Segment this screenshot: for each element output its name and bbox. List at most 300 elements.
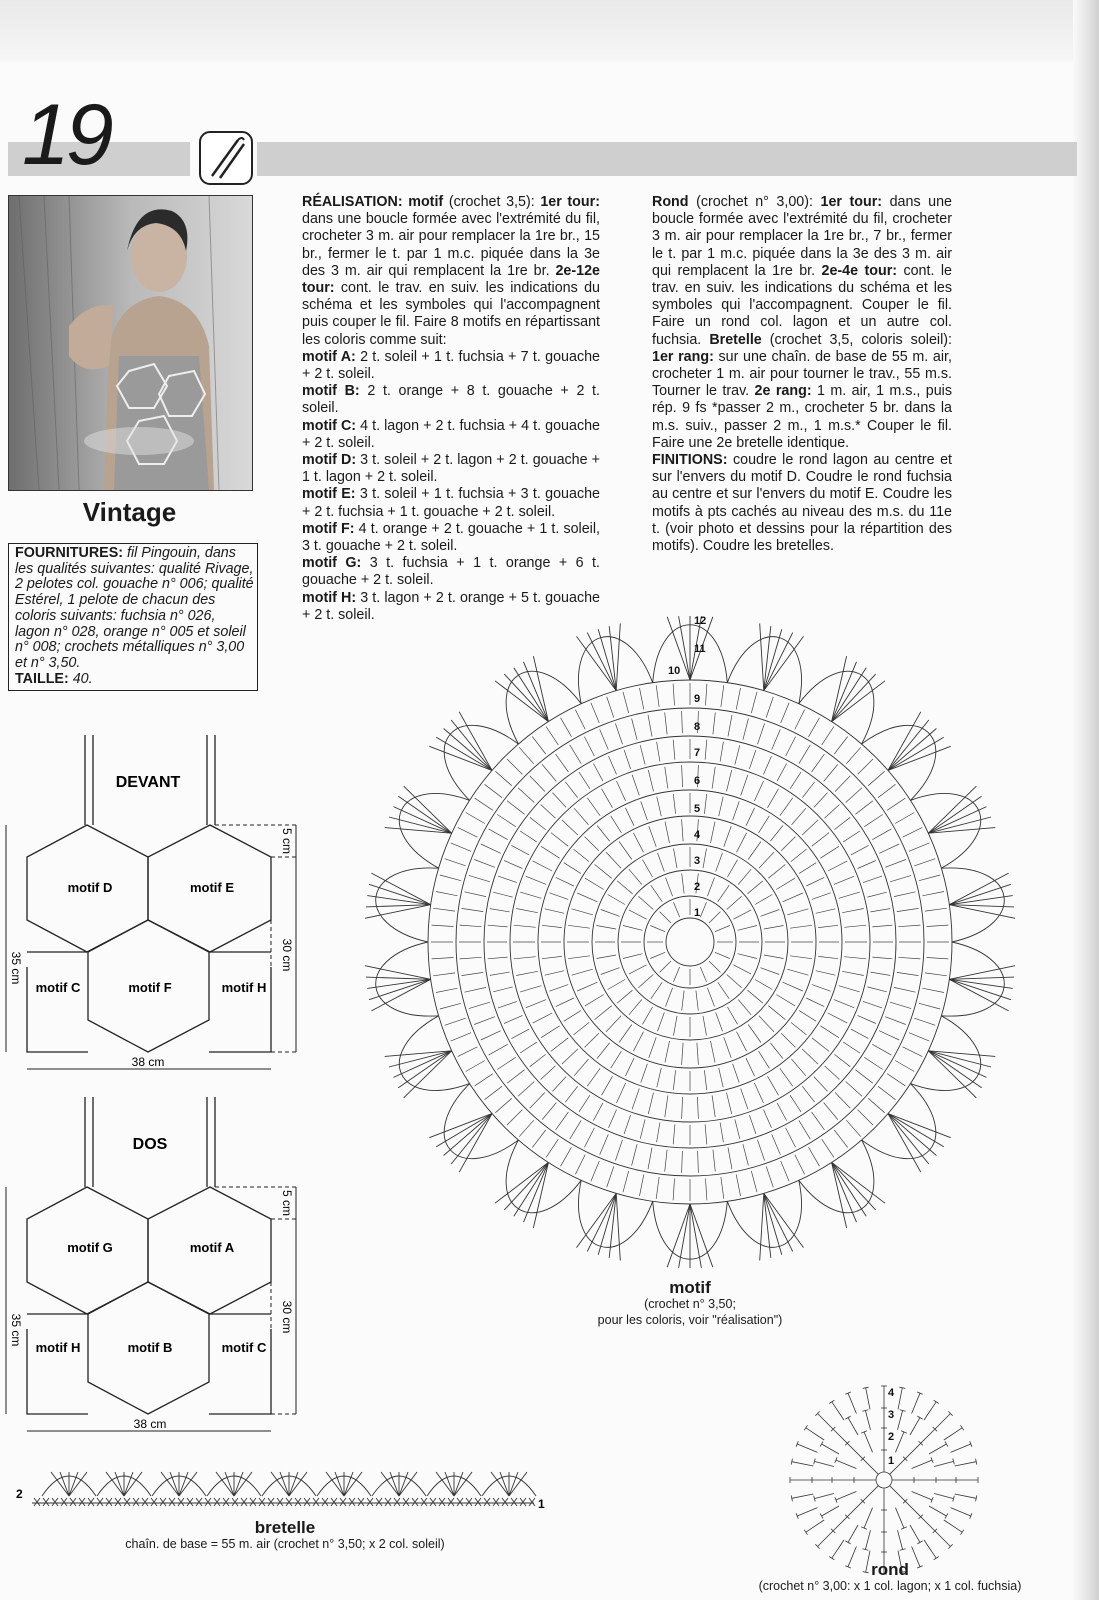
motif-stitch xyxy=(469,875,490,881)
motif-stitch xyxy=(790,925,812,928)
rond-stitch xyxy=(951,1444,971,1452)
motif-stitch xyxy=(721,1177,724,1199)
motif-stitch xyxy=(781,703,789,723)
motif-stitch xyxy=(619,1025,632,1043)
motif-stitch xyxy=(799,1011,816,1022)
motif-stitch xyxy=(754,1083,763,1103)
bretelle-sc-stitch xyxy=(286,1498,292,1506)
front-height-top: 5 cm xyxy=(280,827,294,855)
motif-stitch xyxy=(562,820,578,835)
rond-stitch xyxy=(910,1418,920,1435)
motif-stitch xyxy=(462,908,484,911)
motif-stitch xyxy=(632,1089,639,1110)
motif-stitch xyxy=(806,998,824,1007)
motif-stitch xyxy=(733,965,751,974)
motif-scallop-stitch xyxy=(369,979,431,999)
motif-stitch xyxy=(602,1076,613,1095)
motif-stitch xyxy=(751,692,757,713)
motif-round-number: 6 xyxy=(694,775,701,787)
bretelle-sc-stitch xyxy=(205,1498,211,1506)
bretelle-sc-stitch xyxy=(304,1498,310,1506)
motif-stitch xyxy=(623,954,642,959)
motif-stitch xyxy=(834,817,850,829)
motif-stitch xyxy=(868,771,885,786)
page-top-margin xyxy=(0,0,1099,62)
motif-stitch xyxy=(898,957,920,959)
motif-stitch xyxy=(549,985,568,992)
motif-round-number: 9 xyxy=(694,693,701,705)
motif-stitch xyxy=(700,967,706,982)
bretelle-sc-stitch xyxy=(43,1498,49,1506)
motif-stitch xyxy=(629,1000,642,1015)
rond-stitch xyxy=(924,1540,936,1558)
motif-stitch xyxy=(440,875,461,881)
motif-stitch xyxy=(609,1110,617,1128)
motif-stitch xyxy=(727,975,742,988)
motif-stitch xyxy=(433,908,455,911)
motif-scallop-stitch xyxy=(928,786,976,833)
motif-scallop-stitch xyxy=(888,1114,921,1173)
motif-colour-item: motif H: 3 t. lagon + 2 t. orange + 5 t. gouache + 2 t. soleil. xyxy=(302,589,600,623)
tour1-label: 1er tour: xyxy=(540,194,600,210)
motif-stitch xyxy=(871,909,891,912)
motif-stitch xyxy=(858,759,874,775)
rond-stitch xyxy=(848,1393,856,1413)
bretelle-caption xyxy=(80,1520,490,1552)
motif-stitch xyxy=(625,1058,634,1076)
motif-stitch xyxy=(568,925,590,928)
rond-stitch xyxy=(797,1508,817,1516)
motif-stitch xyxy=(584,737,594,757)
motif-stitch xyxy=(764,756,772,774)
motif-stitch xyxy=(606,1016,621,1032)
bretelle-sc-stitch xyxy=(403,1498,409,1506)
motif-stitch xyxy=(682,711,683,733)
motif-stitch xyxy=(728,1007,738,1024)
motif-stitch xyxy=(565,1086,577,1102)
motif-stitch xyxy=(887,798,905,810)
motif-stitch xyxy=(514,957,536,959)
bretelle-dc-stitch xyxy=(106,1472,124,1496)
motif-stitch xyxy=(490,972,510,975)
bretelle-dc-stitch xyxy=(124,1472,142,1496)
rond-caption-text: (crochet n° 3,00: x 1 col. lagon; x 1 col. fuchsia) xyxy=(758,1579,1022,1593)
bretelle-sc-stitch xyxy=(52,1498,58,1506)
motif-stitch xyxy=(553,1077,567,1092)
motif-stitch xyxy=(623,1171,629,1192)
motif-stitch xyxy=(593,764,603,782)
motif-scallop-stitch xyxy=(459,712,492,771)
bretelle-sc-stitch xyxy=(439,1498,445,1506)
motif-stitch xyxy=(764,1110,772,1128)
motif-stitch xyxy=(458,1047,478,1057)
motif-scallop xyxy=(862,725,936,800)
motif-stitch xyxy=(519,747,534,764)
motif-stitch xyxy=(542,956,562,958)
motif-scallop-stitch xyxy=(404,786,452,833)
motif-caption-line1: (crochet n° 3,50; xyxy=(644,1297,736,1311)
motif-stitch xyxy=(749,1115,756,1134)
rond-stitch xyxy=(848,1418,858,1435)
rang2-text: 1 m. air, 1 m.s., puis rép. 9 fs *passer 2 m., crocheter 5 br. dans la m.s. suiv., passer 2 m., 1 m.s.* Couper le fil. Faire une 2e bretelle identique. xyxy=(652,383,953,451)
tour2-text: cont. le trav. en suiv. les indications du schéma et les symboles qui l'accompagnent puis couper le fil. Faire 8 motifs en répartissant les coloris comme suit: xyxy=(302,280,600,348)
motif-stitch xyxy=(712,1095,715,1117)
motif-scallop-stitch xyxy=(949,979,1011,999)
rond-stitch-top xyxy=(961,1425,964,1430)
motif-stitch xyxy=(868,1098,885,1113)
rond-tour2-label: 2e-4e tour: xyxy=(821,262,898,279)
bretelle-sc-stitch xyxy=(421,1498,427,1506)
motif-stitch xyxy=(432,925,454,926)
rond-stitch xyxy=(806,1520,824,1532)
motif-stitch xyxy=(638,896,653,909)
motif-stitch xyxy=(698,1151,699,1173)
bretelle-sc-stitch xyxy=(97,1498,103,1506)
rond-stitch xyxy=(935,1414,951,1430)
motif-stitch xyxy=(593,1103,603,1121)
rang1-text: sur une chaîn. de base de 55 m. air, crocheter 1 m. air pour tourner le trav., 55 m.s. Tourner le trav. xyxy=(652,348,952,400)
motif-stitch xyxy=(460,925,482,927)
size-value: 40. xyxy=(72,670,93,687)
motif-stitch xyxy=(493,892,512,897)
bretelle-dc-stitch xyxy=(509,1472,527,1496)
motif-round-number: 8 xyxy=(694,721,701,733)
motif-stitch xyxy=(436,988,458,992)
motif-stitch xyxy=(781,837,795,851)
bretelle-dc-stitch xyxy=(491,1472,509,1496)
rond-stitch-top xyxy=(829,1557,834,1560)
motif-stitch xyxy=(887,1074,905,1086)
motif-round-number: 12 xyxy=(694,615,707,627)
rond-stitch xyxy=(864,1432,872,1452)
motif-stitch xyxy=(878,1086,896,1099)
bretelle-sc-stitch xyxy=(133,1498,139,1506)
motif-stitch xyxy=(746,808,755,826)
motif-scallop xyxy=(506,1140,581,1213)
motif-stitch xyxy=(768,1006,785,1020)
motif-stitch xyxy=(682,765,683,787)
rond-stitch xyxy=(863,1486,879,1502)
motif-scallop-stitch xyxy=(888,712,921,771)
motif-stitch xyxy=(526,876,546,884)
motif-stitch xyxy=(585,995,604,1006)
motif-stitch xyxy=(485,784,503,797)
motif-stitch xyxy=(795,1155,805,1175)
motif-stitch xyxy=(738,926,757,931)
motif-stitch xyxy=(786,737,796,757)
motif-stitch xyxy=(682,874,684,894)
tour2-label: 2e-12e tour: xyxy=(302,262,600,297)
motif-stitch xyxy=(460,957,482,959)
motif-scallop xyxy=(579,637,653,704)
motif-stitch xyxy=(641,801,648,820)
bretelle-stitches xyxy=(32,1472,536,1506)
motif-stitch xyxy=(574,808,588,825)
motif-stitch xyxy=(650,952,665,958)
motif-stitch xyxy=(533,1013,553,1023)
motif-stitch xyxy=(609,756,617,774)
rond-stitch-top xyxy=(829,1400,834,1403)
motif-stitch xyxy=(846,788,862,803)
supplies-label: FOURNITURES: xyxy=(15,545,124,561)
motif-stitch xyxy=(585,1033,599,1047)
rond-stitch xyxy=(898,1530,903,1549)
rond-stitch-top xyxy=(934,1557,939,1560)
motif-stitch xyxy=(802,1086,814,1102)
motif-stitch xyxy=(828,861,848,871)
bretelle-sc-stitch xyxy=(160,1498,166,1506)
motif-stitch xyxy=(802,1049,818,1064)
motif-scallop-stitch xyxy=(928,1051,981,1088)
motif-stitch xyxy=(651,982,662,999)
rond-stitch xyxy=(912,1393,920,1413)
bretelle-sc-stitch xyxy=(106,1498,112,1506)
motif-stitch xyxy=(736,688,740,710)
rond-round-number: 3 xyxy=(888,1409,895,1421)
motif-stitch xyxy=(897,972,919,975)
motif-stitch xyxy=(780,798,793,816)
supplies-text: fil Pingouin, dans les qualités suivantes: qualité Rivage, 2 pelotes col. gouache n° 006; qualité Estérel, 1 pelote de chacun des coloris suivants: fuchsia n° 026, lagon n° 028, orange n° 005 et soleil n° 008; crochets métalliques n° 3,00 et n° 3,50. xyxy=(15,545,254,671)
bretelle-sc-stitch xyxy=(430,1498,436,1506)
motif-stitch xyxy=(520,986,541,992)
motif-stitch xyxy=(790,956,812,959)
motif-stitch xyxy=(885,860,906,868)
motif-stitch xyxy=(872,1044,891,1055)
rond-stitch-top xyxy=(934,1400,939,1403)
motif-caption-line2: pour les coloris, voir "réalisation") xyxy=(597,1313,783,1327)
motif-scallop-stitch xyxy=(504,674,548,722)
rond-stitch xyxy=(832,1402,844,1420)
motif-stitch xyxy=(512,1029,530,1039)
motif-stitch xyxy=(551,1038,568,1052)
motif-scallop-stitch xyxy=(444,1114,492,1156)
motif-stitch xyxy=(466,813,485,824)
motif-scallop-stitch xyxy=(616,624,620,691)
motif-stitch xyxy=(713,712,715,734)
motif-stitch xyxy=(507,1110,523,1126)
motif-round-number: 7 xyxy=(694,747,701,759)
motif-stitch xyxy=(733,801,740,820)
motif-scallop-stitch xyxy=(832,1162,876,1210)
bretelle-dc-stitch xyxy=(69,1472,87,1496)
motif-stitch xyxy=(839,892,860,898)
motif-stitch xyxy=(665,767,668,789)
motif-stitch xyxy=(885,1017,906,1025)
motif-stitch xyxy=(597,1043,610,1059)
motif-stitch xyxy=(863,1001,882,1008)
motif-scallop-stitch xyxy=(504,1162,548,1210)
motif-stitch xyxy=(633,833,643,853)
bretelle-sc-stitch xyxy=(331,1498,337,1506)
motif-stitch xyxy=(736,1174,740,1196)
motif-stitch xyxy=(846,747,861,764)
motif-colour-item: motif B: 2 t. orange + 8 t. gouache + 2 t. soleil. xyxy=(302,383,600,417)
motif-stitch xyxy=(489,829,508,840)
motif-stitch xyxy=(660,912,671,923)
rond-intro: (crochet n° 3,00): xyxy=(696,194,813,210)
motif-stitch xyxy=(640,1174,644,1196)
motif-stitch xyxy=(783,893,803,902)
rond-stitch-top xyxy=(820,1441,823,1446)
motif-stitch xyxy=(545,909,565,914)
motif-stitch xyxy=(665,1041,670,1063)
motif-stitch xyxy=(735,745,740,764)
motif-stitch xyxy=(542,1103,556,1120)
rond-stitch xyxy=(921,1517,935,1531)
motif-stitch xyxy=(835,776,850,792)
motif-stitch xyxy=(828,1013,848,1023)
rond-stitch xyxy=(822,1444,839,1454)
motif-stitch xyxy=(682,819,684,841)
motif-colour-item: motif C: 4 t. lagon + 2 t. fuchsia + 4 t. gouache + 2 t. soleil. xyxy=(302,417,600,451)
motif-stitch xyxy=(643,1007,653,1024)
motif-stitch xyxy=(665,712,667,734)
motif-stitch xyxy=(802,820,818,835)
rond-stitch xyxy=(951,1508,971,1516)
bretelle-chart-title: bretelle xyxy=(254,1518,316,1537)
rond-stitch xyxy=(929,1506,946,1516)
bretelle-row-1: 1 xyxy=(538,1497,545,1511)
motif-stitch xyxy=(824,1103,838,1120)
motif-stitch xyxy=(656,685,659,707)
motif-stitch xyxy=(795,710,805,730)
motif-stitch xyxy=(514,925,536,927)
bretelle-sc-stitch xyxy=(322,1498,328,1506)
motif-stitch xyxy=(587,798,600,816)
motif-stitch xyxy=(835,1093,850,1109)
motif-stitch xyxy=(721,685,724,707)
motif-stitch xyxy=(541,805,556,819)
motif-round-number: 2 xyxy=(694,881,701,893)
bretelle-sc-stitch xyxy=(151,1498,157,1506)
motif-stitch xyxy=(648,1093,653,1114)
bretelle-dc-stitch xyxy=(216,1472,234,1496)
motif-chart-stitches xyxy=(431,683,949,1201)
rond-stitch xyxy=(815,1461,834,1466)
motif-stitch xyxy=(577,893,597,902)
motif-scallop-stitch xyxy=(371,979,430,1011)
motif-stitch xyxy=(474,860,495,868)
motif-stitch xyxy=(666,988,673,1007)
motif-stitch xyxy=(846,1082,862,1097)
motif-scallop xyxy=(799,1140,874,1213)
motif-stitch xyxy=(809,718,820,737)
motif-stitch xyxy=(650,926,665,932)
motif-stitch xyxy=(591,703,599,723)
bretelle-dc-stitch xyxy=(234,1472,252,1496)
front-motif-d: motif D xyxy=(67,880,113,895)
motif-stitch xyxy=(561,718,572,737)
motif-stitch xyxy=(871,972,891,975)
motif-round-ring xyxy=(666,918,714,966)
motif-stitch xyxy=(542,925,562,927)
rond-stitch xyxy=(833,1429,847,1443)
motif-stitch xyxy=(766,1166,773,1187)
motif-stitch xyxy=(737,1032,747,1052)
motif-scallop-stitch xyxy=(760,1193,764,1260)
motif-stitch xyxy=(766,697,773,718)
bretelle-sc-stitch xyxy=(79,1498,85,1506)
motif-stitch xyxy=(787,909,808,915)
motif-stitch xyxy=(562,1049,578,1064)
motif-stitch xyxy=(878,784,896,797)
motif-stitch xyxy=(556,877,574,886)
motif-stitch xyxy=(575,1155,585,1175)
motif-stitch xyxy=(530,1093,545,1109)
motif-stitch xyxy=(858,861,876,869)
motif-stitch xyxy=(673,740,675,760)
bretelle-sc-stitch xyxy=(61,1498,67,1506)
motif-stitch xyxy=(727,896,742,909)
motif-intro: (crochet 3,5): xyxy=(448,194,535,210)
motif-stitch xyxy=(715,926,730,932)
motif-stitch xyxy=(720,1123,723,1143)
motif-stitch xyxy=(432,958,454,959)
motif-stitch xyxy=(519,1120,534,1137)
bretelle-dc-stitch xyxy=(179,1472,197,1496)
bretelle-sc-stitch xyxy=(169,1498,175,1506)
bretelle-sc-stitch xyxy=(529,1498,535,1506)
motif-stitch xyxy=(743,719,749,740)
motif-stitch xyxy=(436,892,458,896)
motif-stitch xyxy=(451,1033,471,1041)
motif-stitch xyxy=(585,878,604,889)
motif-round-number: 1 xyxy=(694,907,701,919)
motif-stitch xyxy=(658,853,665,872)
motif-scallop-stitch xyxy=(436,737,492,770)
motif-stitch xyxy=(768,1076,779,1095)
motif-stitch xyxy=(777,1103,787,1121)
motif-scallop xyxy=(506,671,581,744)
motif-stitch xyxy=(601,968,620,975)
motif-scallop-stitch xyxy=(609,626,616,690)
motif-stitch xyxy=(433,973,455,976)
motif-stitch xyxy=(716,1013,723,1032)
motif-stitch xyxy=(641,1064,648,1083)
motif-stitch xyxy=(867,892,886,897)
motif-colour-item: motif D: 3 t. soleil + 2 t. lagon + 2 t. gouache + 1 t. lagon + 2 t. soleil. xyxy=(302,452,600,486)
motif-stitch xyxy=(574,1059,588,1076)
motif-stitch xyxy=(656,1177,659,1199)
rond-stitch xyxy=(898,1411,903,1430)
bretelle-sc-stitch xyxy=(241,1498,247,1506)
rond-chart-title: rond xyxy=(871,1560,909,1579)
rond-stitch xyxy=(815,1494,834,1499)
motif-stitch xyxy=(564,863,581,874)
motif-scallop-stitch xyxy=(690,1204,713,1267)
motif-stitch xyxy=(623,926,642,931)
rond-stitch-top xyxy=(820,1513,823,1518)
rond-stitch-chart xyxy=(784,1380,984,1580)
motif-stitch xyxy=(497,815,515,827)
model-photo xyxy=(8,195,253,491)
motif-scallop-stitch xyxy=(832,674,876,722)
motif-stitch xyxy=(649,1037,656,1058)
motif-scallop-stitch xyxy=(667,1204,690,1267)
motif-stitch xyxy=(812,893,831,900)
motif-stitch xyxy=(574,849,590,862)
motif-stitch xyxy=(711,822,716,844)
motif-stitch xyxy=(533,861,553,871)
motif-stitch xyxy=(834,1130,847,1148)
motif-stitch xyxy=(674,967,680,982)
motif-stitch xyxy=(834,737,847,755)
motif-scallop-stitch xyxy=(459,1114,492,1173)
rond-stitch xyxy=(905,1501,921,1517)
motif-stitch xyxy=(733,1064,740,1083)
motif-stitch xyxy=(595,864,612,878)
motif-stitch xyxy=(660,961,671,972)
